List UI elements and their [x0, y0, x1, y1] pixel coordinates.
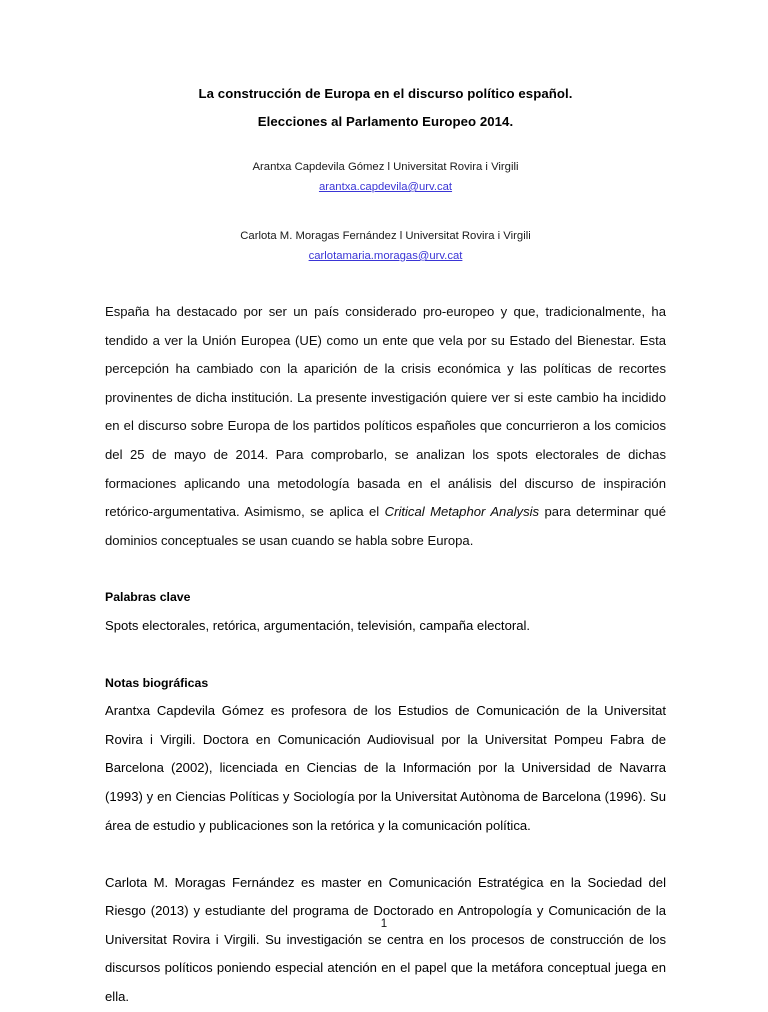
- author-byline-1: Arantxa Capdevila Gómez l Universitat Rovira i Virgili: [252, 161, 519, 173]
- author-block: [105, 158, 666, 267]
- author-byline-2: Carlota M. Moragas Fernández l Universitat Rovira i Virgili: [240, 230, 531, 242]
- title-line-1: La construcción de Europa en el discurso político español.: [198, 86, 573, 101]
- author-email-link-1[interactable]: arantxa.capdevila@urv.cat: [318, 181, 453, 193]
- author-entry-1: [105, 158, 666, 198]
- abstract-text-part-2: para determinar qué dominios conceptuales se usan cuando se habla sobre Europa.: [105, 504, 666, 548]
- keywords-heading: Palabras clave: [105, 590, 191, 605]
- title-line-2: Elecciones al Parlamento Europeo 2014.: [257, 114, 514, 129]
- document-title: [105, 0, 666, 136]
- abstract-paragraph: [105, 298, 666, 555]
- abstract-section: [105, 298, 666, 555]
- biography-paragraph-2: Carlota M. Moragas Fernández es master en Comunicación Estratégica en la Sociedad del Riesgo (2013) y estudiante del programa de Doctorado en Antropología y Comunicación de la Universitat Rovira i Virgili. Su investigación se centra en los procesos de construcción de los discursos políticos poniendo especial atención en el papel que la metáfora conceptual juega en ella.: [105, 874, 666, 1005]
- abstract-text-part-1: España ha destacado por ser un país considerado pro-europeo y que, tradicionalmente, ha tendido a ver la Unión Europea (UE) como un ente que vela por su Estado del Bienestar. Esta percepción ha cambiado con la aparición de la crisis económica y las políticas de recortes provinentes de dicha institución. La presente investigación quiere ver si este cambio ha incidido en el discurso sobre Europa de los partidos políticos españoles que concurrieron a los comicios del 25 de mayo de 2014. Para comprobarlo, se analizan los spots electorales de dichas formaciones aplicando una metodología basada en el análisis del discurso de inspiración retórico-argumentativa. Asimismo, se aplica el: [105, 304, 666, 520]
- biography-heading: Notas biográficas: [105, 675, 209, 690]
- page-number: 1: [380, 918, 388, 930]
- keywords-text: Spots electorales, retórica, argumentación, televisión, campaña electoral.: [105, 617, 531, 633]
- abstract-italic-term: Critical Metaphor Analysis: [384, 504, 540, 520]
- biography-section: [105, 669, 666, 1012]
- author-entry-2: [105, 227, 666, 267]
- author-email-link-2[interactable]: carlotamaria.moragas@urv.cat: [308, 250, 463, 262]
- page-content: [105, 0, 666, 1012]
- biography-paragraph-1: Arantxa Capdevila Gómez es profesora de los Estudios de Comunicación de la Universitat Rovira i Virgili. Doctora en Comunicación Audiovisual por la Universitat Pompeu Fabra de Barcelona (2002), licenciada en Ciencias de la Información por la Universidad de Navarra (1993) y en Ciencias Políticas y Sociología por la Universitat Autònoma de Barcelona (1996). Su área de estudio y publicaciones son la retórica y la comunicación política.: [105, 703, 666, 833]
- keywords-section: [105, 583, 666, 640]
